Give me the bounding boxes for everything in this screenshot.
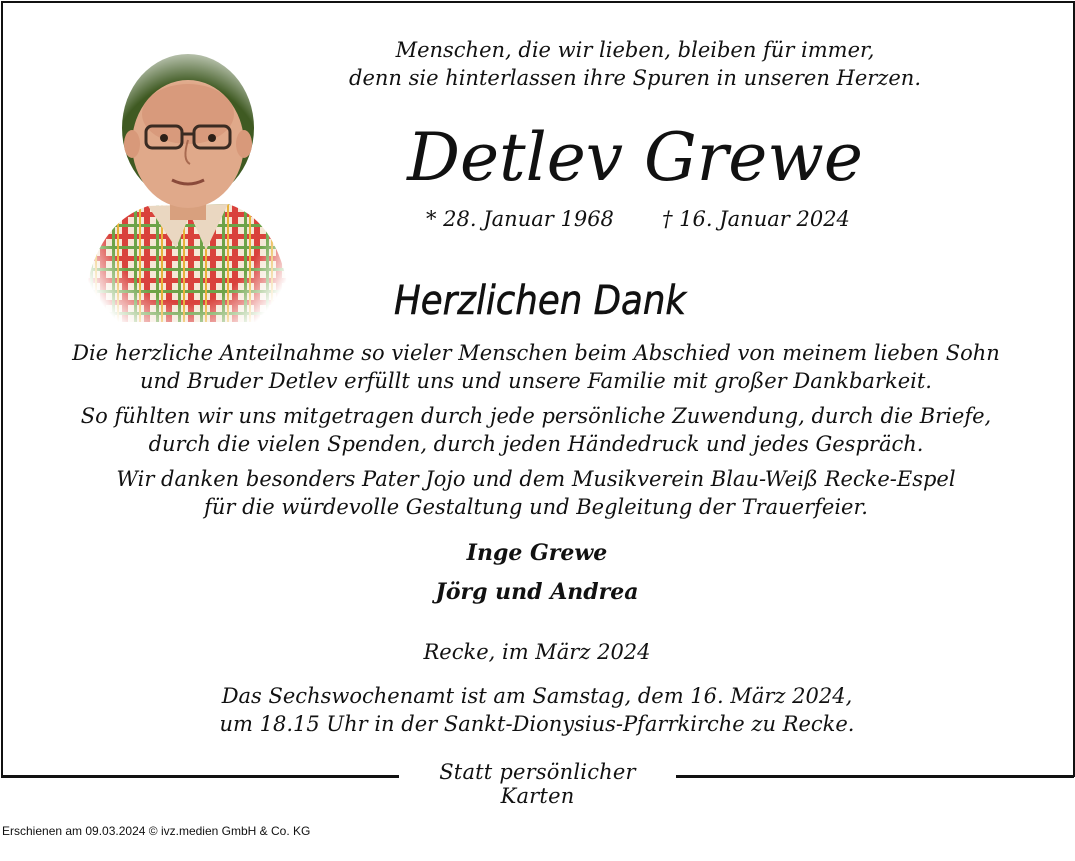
paragraph — [30, 465, 1042, 521]
death-date: † 16. Januar 2024 — [662, 207, 850, 231]
text-line: um 18.15 Uhr in der Sankt-Dionysius-Pfarrkirche zu Recke. — [219, 712, 855, 736]
publication-credit: Erschienen am 09.03.2024 © ivz.medien GmbH & Co. KG — [2, 824, 311, 838]
text-line: So fühlten wir uns mitgetragen durch jede persönliche Zuwendung, durch die Briefe, — [80, 404, 992, 428]
service-info — [150, 682, 924, 738]
thank-you-text — [30, 339, 1042, 528]
thanks-heading — [392, 272, 692, 326]
signatory: Inge Grewe — [466, 540, 608, 566]
bottom-rule-right — [676, 775, 1074, 778]
paragraph — [30, 402, 1042, 458]
text-line: durch die vielen Spenden, durch jeden Händedruck und jedes Gespräch. — [148, 432, 924, 456]
paragraph — [30, 339, 1042, 395]
text-line: Das Sechswochenamt ist am Samstag, dem 16. März 2024, — [221, 684, 853, 708]
signatory: Jörg und Andrea — [435, 579, 639, 605]
quote-line: denn sie hinterlassen ihre Spuren in unseren Herzen. — [349, 66, 921, 90]
deceased-name: Detlev Grewe — [407, 119, 863, 196]
memorial-quote — [300, 36, 970, 92]
text-line: für die würdevolle Gestaltung und Begleitung der Trauerfeier. — [204, 495, 868, 519]
place-date: Recke, im März 2024 — [423, 640, 651, 664]
bottom-rule-left — [1, 775, 399, 778]
text-line: und Bruder Detlev erfüllt uns und unsere Familie mit großer Dankbarkeit. — [140, 369, 932, 393]
portrait-photo — [78, 36, 296, 322]
quote-line: Menschen, die wir lieben, bleiben für immer, — [395, 38, 875, 62]
birth-date: * 28. Januar 1968 — [426, 207, 614, 231]
footer-note: Statt persönlicher Karten — [439, 760, 636, 808]
text-line: Die herzliche Anteilnahme so vieler Menschen beim Abschied von meinem lieben Sohn — [72, 341, 1000, 365]
thanks-heading-text: Herzlichen Dank — [394, 278, 688, 324]
text-line: Wir danken besonders Pater Jojo und dem Musikverein Blau-Weiß Recke-Espel — [116, 467, 956, 491]
